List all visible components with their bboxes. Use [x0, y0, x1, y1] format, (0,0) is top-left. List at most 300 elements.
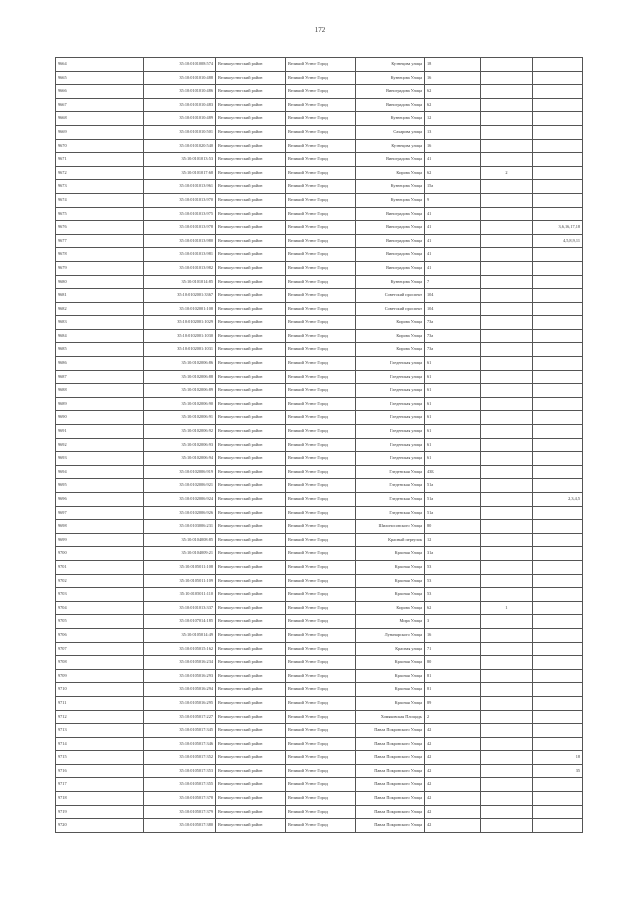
table-row — [56, 479, 583, 493]
table-row — [56, 764, 583, 778]
street-cell: Красная Улица — [356, 574, 425, 588]
extra-cell-2 — [533, 533, 583, 547]
cadastral-number: 35:10:0105014:49 — [144, 628, 216, 642]
house-cell: 53 — [425, 560, 481, 574]
house-cell: 41 — [425, 153, 481, 167]
cadastral-number: 35:10:0102006:86 — [144, 357, 216, 371]
cadastral-number: 35:10:0102006:91 — [144, 411, 216, 425]
table-row — [56, 574, 583, 588]
city-cell: Великий Устюг Город — [286, 275, 356, 289]
table-row — [56, 452, 583, 466]
table-row — [56, 683, 583, 697]
table-row — [56, 737, 583, 751]
street-cell: Виноградова Улица — [356, 234, 425, 248]
city-cell: Великий Устюг Город — [286, 58, 356, 72]
extra-cell-1 — [481, 764, 533, 778]
row-number: 9707 — [56, 642, 144, 656]
extra-cell-2 — [533, 71, 583, 85]
row-number: 9696 — [56, 493, 144, 507]
table-row — [56, 153, 583, 167]
city-cell: Великий Устюг Город — [286, 696, 356, 710]
house-cell: 89 — [425, 696, 481, 710]
row-number: 9699 — [56, 533, 144, 547]
extra-cell-1 — [481, 275, 533, 289]
cadastral-number: 35:10:0101013:961 — [144, 180, 216, 194]
extra-cell-2 — [533, 289, 583, 303]
extra-cell-1 — [481, 642, 533, 656]
district-cell: Великоустюгский район — [216, 669, 286, 683]
city-cell: Великий Устюг Город — [286, 656, 356, 670]
district-cell: Великоустюгский район — [216, 425, 286, 439]
district-cell: Великоустюгский район — [216, 275, 286, 289]
city-cell: Великий Устюг Город — [286, 85, 356, 99]
extra-cell-1 — [481, 533, 533, 547]
extra-cell-1 — [481, 411, 533, 425]
district-cell: Великоустюгский район — [216, 153, 286, 167]
district-cell: Великоустюгский район — [216, 792, 286, 806]
cadastral-number: 35:10:0101010:483 — [144, 98, 216, 112]
extra-cell-1 — [481, 85, 533, 99]
extra-cell-2 — [533, 465, 583, 479]
row-number: 9682 — [56, 302, 144, 316]
extra-cell-1 — [481, 560, 533, 574]
house-cell: 81 — [425, 683, 481, 697]
district-cell: Великоустюгский район — [216, 520, 286, 534]
city-cell: Великий Устюг Город — [286, 411, 356, 425]
street-cell: Гледенская улица — [356, 438, 425, 452]
extra-cell-2 — [533, 85, 583, 99]
street-cell: Гледенская Улица — [356, 493, 425, 507]
table-row — [56, 343, 583, 357]
district-cell: Великоустюгский район — [216, 221, 286, 235]
extra-cell-1 — [481, 180, 533, 194]
house-cell: 42 — [425, 764, 481, 778]
city-cell: Великий Устюг Город — [286, 71, 356, 85]
table-row — [56, 411, 583, 425]
extra-cell-1 — [481, 357, 533, 371]
table-row — [56, 465, 583, 479]
row-number: 9685 — [56, 343, 144, 357]
house-cell: 62 — [425, 98, 481, 112]
table-row — [56, 615, 583, 629]
district-cell: Великоустюгский район — [216, 85, 286, 99]
house-cell: 12 — [425, 112, 481, 126]
extra-cell-1 — [481, 751, 533, 765]
row-number: 9716 — [56, 764, 144, 778]
row-number: 9694 — [56, 465, 144, 479]
extra-cell-1 — [481, 737, 533, 751]
district-cell: Великоустюгский район — [216, 71, 286, 85]
extra-cell-2: 35 — [533, 764, 583, 778]
table-row — [56, 234, 583, 248]
city-cell: Великий Устюг Город — [286, 316, 356, 330]
row-number: 9692 — [56, 438, 144, 452]
district-cell: Великоустюгский район — [216, 737, 286, 751]
house-cell: 42 — [425, 778, 481, 792]
table-row — [56, 792, 583, 806]
house-cell: 61 — [425, 425, 481, 439]
house-cell: 3 — [425, 615, 481, 629]
house-cell: 43Б — [425, 465, 481, 479]
district-cell: Великоустюгский район — [216, 452, 286, 466]
district-cell: Великоустюгский район — [216, 506, 286, 520]
district-cell: Великоустюгский район — [216, 207, 286, 221]
extra-cell-1: 1 — [481, 601, 533, 615]
house-cell: 42 — [425, 724, 481, 738]
table-row — [56, 384, 583, 398]
extra-cell-2 — [533, 193, 583, 207]
street-cell: Красная Улица — [356, 683, 425, 697]
table-row — [56, 628, 583, 642]
extra-cell-2 — [533, 275, 583, 289]
extra-cell-1 — [481, 71, 533, 85]
city-cell: Великий Устюг Город — [286, 180, 356, 194]
house-cell: 62 — [425, 601, 481, 615]
street-cell: Кирова Улица — [356, 166, 425, 180]
cadastral-number: 35:10:0105016:293 — [144, 669, 216, 683]
extra-cell-2: 4,5,8,9,11 — [533, 234, 583, 248]
extra-cell-2 — [533, 261, 583, 275]
district-cell: Великоустюгский район — [216, 234, 286, 248]
registry-body — [56, 58, 583, 833]
extra-cell-2 — [533, 357, 583, 371]
row-number: 9705 — [56, 615, 144, 629]
table-row — [56, 778, 583, 792]
extra-cell-2 — [533, 425, 583, 439]
table-row — [56, 125, 583, 139]
cadastral-number: 35:10:0101013:975 — [144, 207, 216, 221]
extra-cell-1 — [481, 207, 533, 221]
table-row — [56, 696, 583, 710]
table-row — [56, 112, 583, 126]
city-cell: Великий Устюг Город — [286, 98, 356, 112]
row-number: 9687 — [56, 370, 144, 384]
house-cell: 61 — [425, 384, 481, 398]
house-cell: 41 — [425, 207, 481, 221]
street-cell: Советский проспект — [356, 289, 425, 303]
extra-cell-2 — [533, 166, 583, 180]
city-cell: Великий Устюг Город — [286, 792, 356, 806]
table-row — [56, 751, 583, 765]
cadastral-number: 35:10:0105016:294 — [144, 683, 216, 697]
house-cell: 51а — [425, 493, 481, 507]
extra-cell-1 — [481, 683, 533, 697]
extra-cell-1 — [481, 438, 533, 452]
street-cell: Виноградова Улица — [356, 207, 425, 221]
street-cell: Павла Покровского Улица — [356, 819, 425, 833]
cadastral-number: 35:10:0102001:1031 — [144, 343, 216, 357]
extra-cell-1 — [481, 656, 533, 670]
city-cell: Великий Устюг Город — [286, 289, 356, 303]
row-number: 9704 — [56, 601, 144, 615]
city-cell: Великий Устюг Город — [286, 520, 356, 534]
extra-cell-1 — [481, 139, 533, 153]
city-cell: Великий Устюг Город — [286, 560, 356, 574]
extra-cell-1 — [481, 112, 533, 126]
extra-cell-2 — [533, 710, 583, 724]
house-cell: 61 — [425, 370, 481, 384]
cadastral-number: 35:10:0101017:68 — [144, 166, 216, 180]
city-cell: Великий Устюг Город — [286, 248, 356, 262]
city-cell: Великий Устюг Город — [286, 819, 356, 833]
extra-cell-2 — [533, 207, 583, 221]
street-cell: Красная Улица — [356, 669, 425, 683]
city-cell: Великий Устюг Город — [286, 805, 356, 819]
district-cell: Великоустюгский район — [216, 751, 286, 765]
district-cell: Великоустюгский район — [216, 560, 286, 574]
cadastral-number: 35:10:0102001:108 — [144, 302, 216, 316]
row-number: 9676 — [56, 221, 144, 235]
district-cell: Великоустюгский район — [216, 370, 286, 384]
street-cell: Красная Улица — [356, 656, 425, 670]
district-cell: Великоустюгский район — [216, 588, 286, 602]
street-cell: Кирова Улица — [356, 343, 425, 357]
table-row — [56, 275, 583, 289]
row-number: 9681 — [56, 289, 144, 303]
extra-cell-2 — [533, 737, 583, 751]
extra-cell-2 — [533, 669, 583, 683]
district-cell: Великоустюгский район — [216, 493, 286, 507]
row-number: 9708 — [56, 656, 144, 670]
extra-cell-1 — [481, 343, 533, 357]
extra-cell-1 — [481, 493, 533, 507]
city-cell: Великий Устюг Город — [286, 261, 356, 275]
cadastral-number: 35:10:0102006:924 — [144, 493, 216, 507]
city-cell: Великий Устюг Город — [286, 751, 356, 765]
district-cell: Великоустюгский район — [216, 261, 286, 275]
street-cell: Павла Покровского Улица — [356, 764, 425, 778]
extra-cell-1 — [481, 792, 533, 806]
row-number: 9667 — [56, 98, 144, 112]
cadastral-number: 35:10:0105017:378 — [144, 792, 216, 806]
table-row — [56, 166, 583, 180]
cadastral-number: 35:10:0102006:926 — [144, 506, 216, 520]
city-cell: Великий Устюг Город — [286, 493, 356, 507]
street-cell: Виноградова Улица — [356, 153, 425, 167]
cadastral-number: 35:10:0102006:93 — [144, 438, 216, 452]
cadastral-number: 35:10:0105017:346 — [144, 737, 216, 751]
cadastral-number: 35:10:0105011:109 — [144, 574, 216, 588]
city-cell: Великий Устюг Город — [286, 479, 356, 493]
street-cell: Луначарского Улица — [356, 628, 425, 642]
city-cell: Великий Устюг Город — [286, 221, 356, 235]
cadastral-number: 35:10:0105017:355 — [144, 778, 216, 792]
row-number: 9703 — [56, 588, 144, 602]
extra-cell-2 — [533, 805, 583, 819]
district-cell: Великоустюгский район — [216, 58, 286, 72]
house-cell: 61 — [425, 438, 481, 452]
extra-cell-2 — [533, 588, 583, 602]
extra-cell-1 — [481, 479, 533, 493]
street-cell: Гледенская Улица — [356, 465, 425, 479]
table-row — [56, 221, 583, 235]
cadastral-number: 35:10:0101013:981 — [144, 248, 216, 262]
district-cell: Великоустюгский район — [216, 302, 286, 316]
city-cell: Великий Устюг Город — [286, 153, 356, 167]
district-cell: Великоустюгский район — [216, 819, 286, 833]
house-cell: 31а — [425, 547, 481, 561]
street-cell: Гледенская улица — [356, 397, 425, 411]
city-cell: Великий Устюг Город — [286, 438, 356, 452]
extra-cell-2 — [533, 153, 583, 167]
district-cell: Великоустюгский район — [216, 696, 286, 710]
city-cell: Великий Устюг Город — [286, 547, 356, 561]
street-cell: Павла Покровского Улица — [356, 805, 425, 819]
extra-cell-1 — [481, 465, 533, 479]
row-number: 9691 — [56, 425, 144, 439]
cadastral-number: 35:10:0102001:1029 — [144, 316, 216, 330]
district-cell: Великоустюгский район — [216, 615, 286, 629]
extra-cell-1 — [481, 669, 533, 683]
row-number: 9679 — [56, 261, 144, 275]
street-cell: Кирова Улица — [356, 329, 425, 343]
district-cell: Великоустюгский район — [216, 411, 286, 425]
row-number: 9719 — [56, 805, 144, 819]
extra-cell-1 — [481, 425, 533, 439]
cadastral-number: 35:10:0105017:379 — [144, 805, 216, 819]
city-cell: Великий Устюг Город — [286, 533, 356, 547]
street-cell: Гледенская улица — [356, 411, 425, 425]
extra-cell-1 — [481, 574, 533, 588]
house-cell: 42 — [425, 737, 481, 751]
house-cell: 16 — [425, 628, 481, 642]
row-number: 9674 — [56, 193, 144, 207]
row-number: 9689 — [56, 397, 144, 411]
cadastral-number: 35:10:0102006:90 — [144, 397, 216, 411]
district-cell: Великоустюгский район — [216, 384, 286, 398]
street-cell: Гледенская улица — [356, 357, 425, 371]
extra-cell-2 — [533, 248, 583, 262]
district-cell: Великоустюгский район — [216, 724, 286, 738]
cadastral-number: 35:10:0105011:108 — [144, 560, 216, 574]
page-number: 172 — [314, 26, 326, 34]
extra-cell-2 — [533, 560, 583, 574]
city-cell: Великий Устюг Город — [286, 465, 356, 479]
cadastral-number: 35:10:0105017:227 — [144, 710, 216, 724]
extra-cell-2 — [533, 778, 583, 792]
row-number: 9684 — [56, 329, 144, 343]
district-cell: Великоустюгский район — [216, 193, 286, 207]
city-cell: Великий Устюг Город — [286, 357, 356, 371]
cadastral-number: 35:10:0105016:295 — [144, 696, 216, 710]
cadastral-number: 35:10:0103006:231 — [144, 520, 216, 534]
district-cell: Великоустюгский район — [216, 316, 286, 330]
cadastral-number: 35:10:0102006:921 — [144, 479, 216, 493]
city-cell: Великий Устюг Город — [286, 234, 356, 248]
table-row — [56, 370, 583, 384]
house-cell: 2 — [425, 710, 481, 724]
cadastral-number: 35:10:0105016:234 — [144, 656, 216, 670]
street-cell: Павла Покровского Улица — [356, 792, 425, 806]
street-cell: Виноградова Улица — [356, 85, 425, 99]
district-cell: Великоустюгский район — [216, 289, 286, 303]
district-cell: Великоустюгский район — [216, 710, 286, 724]
district-cell: Великоустюгский район — [216, 98, 286, 112]
cadastral-number: 35:10:0105015:162 — [144, 642, 216, 656]
street-cell: Кузнецова улица — [356, 58, 425, 72]
row-number: 9718 — [56, 792, 144, 806]
row-number: 9673 — [56, 180, 144, 194]
house-cell: 16 — [425, 71, 481, 85]
house-cell: 18 — [425, 58, 481, 72]
house-cell: 42 — [425, 792, 481, 806]
district-cell: Великоустюгский район — [216, 764, 286, 778]
extra-cell-1 — [481, 710, 533, 724]
house-cell: 81 — [425, 669, 481, 683]
row-number: 9697 — [56, 506, 144, 520]
street-cell: Кузнецова Улица — [356, 180, 425, 194]
street-cell: Виноградова Улица — [356, 248, 425, 262]
district-cell: Великоустюгский район — [216, 628, 286, 642]
extra-cell-2 — [533, 343, 583, 357]
cadastral-number: 35:10:0101010:488 — [144, 71, 216, 85]
cadastral-number: 35:10:0104009:21 — [144, 547, 216, 561]
house-cell: 42 — [425, 819, 481, 833]
street-cell: Виноградова Улица — [356, 98, 425, 112]
extra-cell-1 — [481, 58, 533, 72]
extra-cell-1: 2 — [481, 166, 533, 180]
row-number: 9712 — [56, 710, 144, 724]
row-number: 9715 — [56, 751, 144, 765]
district-cell: Великоустюгский район — [216, 465, 286, 479]
street-cell: Гледенская улица — [356, 452, 425, 466]
row-number: 9709 — [56, 669, 144, 683]
house-cell: 61 — [425, 397, 481, 411]
extra-cell-1 — [481, 628, 533, 642]
street-cell: Кузнецова Улица — [356, 112, 425, 126]
extra-cell-1 — [481, 397, 533, 411]
row-number: 9711 — [56, 696, 144, 710]
row-number: 9683 — [56, 316, 144, 330]
district-cell: Великоустюгский район — [216, 357, 286, 371]
district-cell: Великоустюгский район — [216, 533, 286, 547]
row-number: 9701 — [56, 560, 144, 574]
row-number: 9713 — [56, 724, 144, 738]
cadastral-number: 35:10:0101013:337 — [144, 601, 216, 615]
street-cell: Красная Улица — [356, 696, 425, 710]
cadastral-number: 35:10:0105017:353 — [144, 764, 216, 778]
row-number: 9717 — [56, 778, 144, 792]
house-cell: 41 — [425, 221, 481, 235]
table-row — [56, 710, 583, 724]
extra-cell-2 — [533, 683, 583, 697]
city-cell: Великий Устюг Город — [286, 669, 356, 683]
extra-cell-1 — [481, 289, 533, 303]
city-cell: Великий Устюг Город — [286, 506, 356, 520]
row-number: 9666 — [56, 85, 144, 99]
extra-cell-2 — [533, 438, 583, 452]
extra-cell-2 — [533, 574, 583, 588]
table-row — [56, 261, 583, 275]
extra-cell-2 — [533, 479, 583, 493]
district-cell: Великоустюгский район — [216, 180, 286, 194]
extra-cell-1 — [481, 248, 533, 262]
street-cell: Виноградова Улица — [356, 221, 425, 235]
extra-cell-1 — [481, 329, 533, 343]
street-cell: Гледенская Улица — [356, 479, 425, 493]
cadastral-number: 35:10:0105017:345 — [144, 724, 216, 738]
city-cell: Великий Устюг Город — [286, 370, 356, 384]
row-number: 9664 — [56, 58, 144, 72]
street-cell: Кузнецова Улица — [356, 275, 425, 289]
extra-cell-2 — [533, 656, 583, 670]
extra-cell-1 — [481, 520, 533, 534]
cadastral-number: 35:10:0105017:380 — [144, 819, 216, 833]
cadastral-number: 35:10:0107014:185 — [144, 615, 216, 629]
table-row — [56, 71, 583, 85]
house-cell: 80 — [425, 520, 481, 534]
district-cell: Великоустюгский район — [216, 139, 286, 153]
